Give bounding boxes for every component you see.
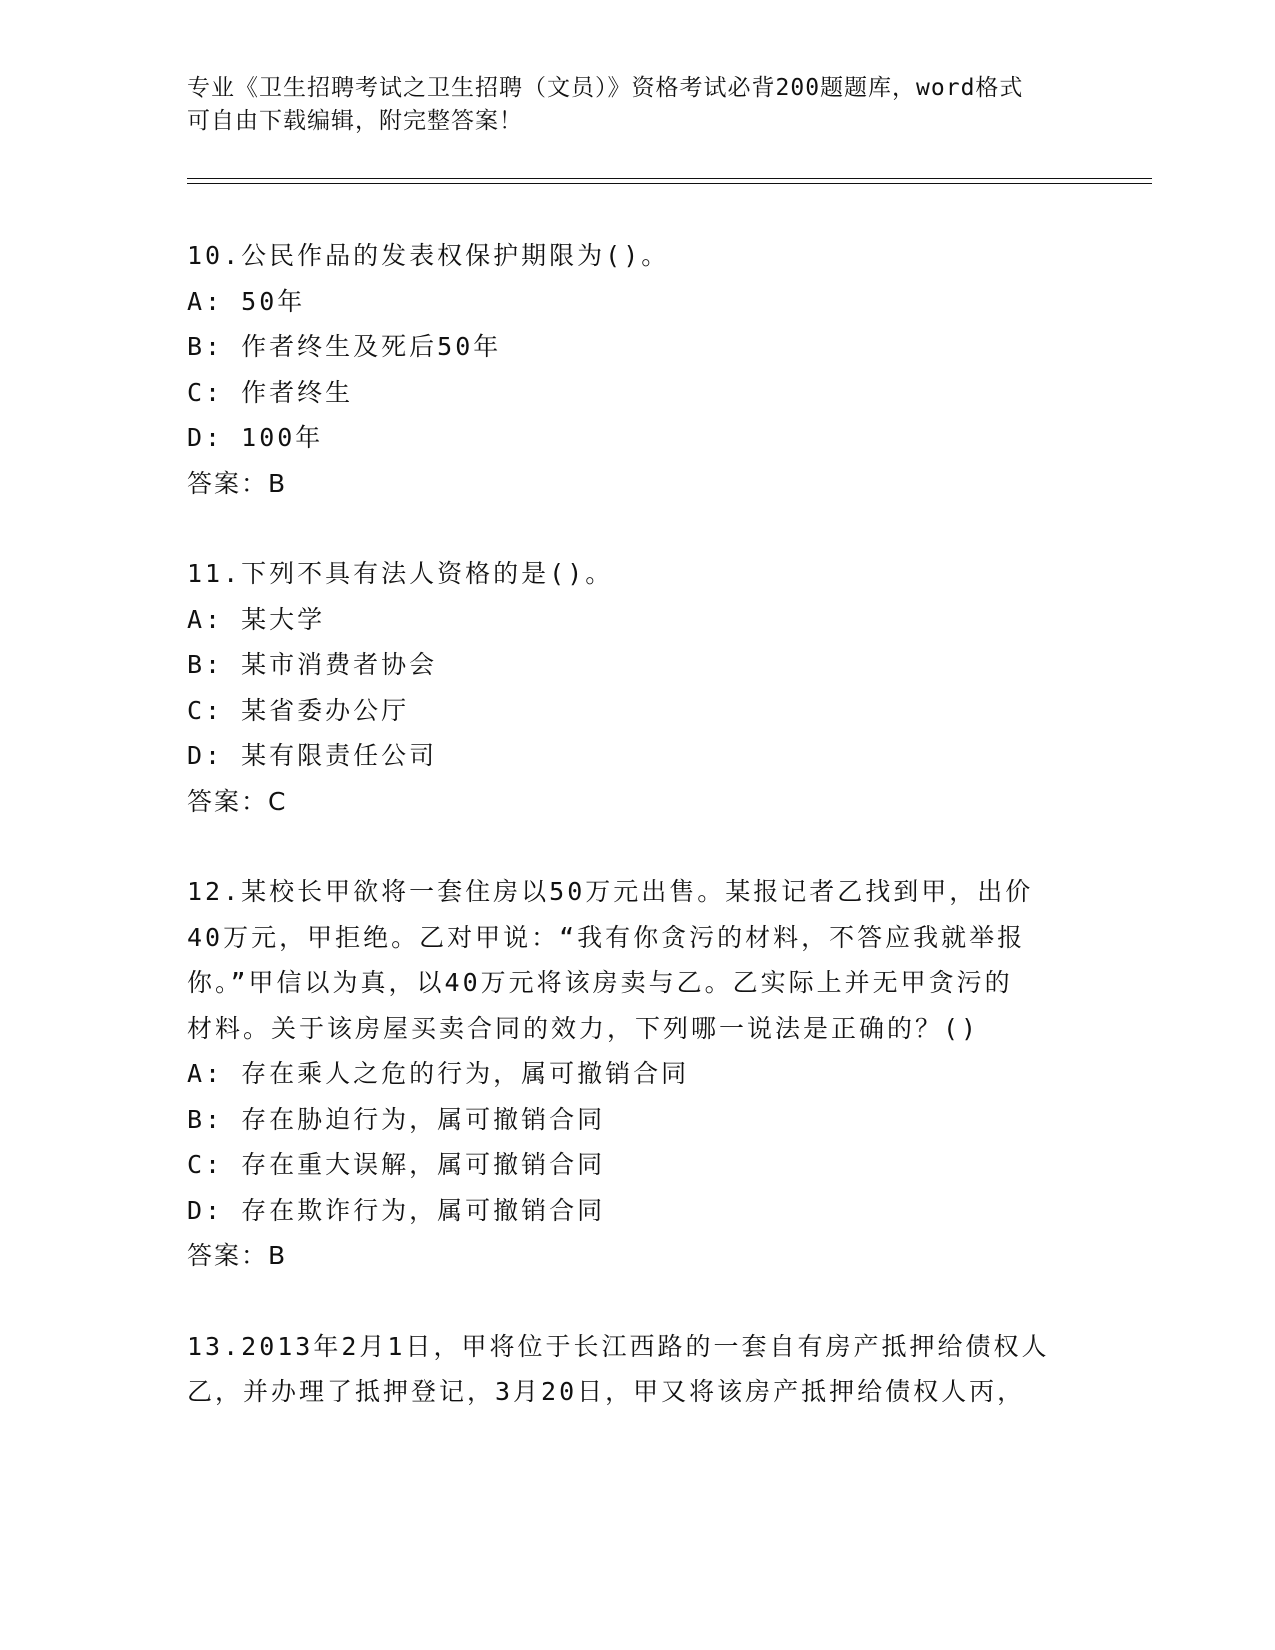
- answer-option: A: 某大学: [187, 604, 326, 634]
- question-stem-line: 40万元，甲拒绝。乙对甲说：“我有你贪污的材料，不答应我就举报: [187, 922, 1026, 952]
- question-stem-line: 材料。关于该房屋买卖合同的效力，下列哪一说法是正确的？(): [187, 1013, 980, 1043]
- question-stem-line: 你。”甲信以为真，以40万元将该房卖与乙。乙实际上并无甲贪污的: [187, 968, 1013, 997]
- answer-option: C: 作者终生: [187, 377, 354, 407]
- header-line-2: 可自由下载编辑，附完整答案！: [187, 108, 523, 134]
- question-stem-line: 12.某校长甲欲将一套住房以50万元出售。某报记者乙找到甲，出价: [187, 877, 1034, 906]
- document-header: [187, 72, 1087, 138]
- answer-option: D: 某有限责任公司: [187, 741, 438, 770]
- header-line-1: 专业《卫生招聘考试之卫生招聘（文员）》资格考试必背200题题库，word格式: [187, 75, 1024, 101]
- answer-option: D: 100年: [187, 423, 324, 452]
- answer-option: C: 存在重大误解，属可撤销合同: [187, 1150, 606, 1179]
- question-stem-line: 乙，并办理了抵押登记，3月20日，甲又将该房产抵押给债权人丙，: [187, 1377, 1026, 1406]
- header-divider-bottom: [187, 183, 1152, 184]
- question-list: [187, 233, 1087, 1415]
- answer-key: 答案：B: [187, 468, 288, 498]
- answer-option: B: 某市消费者协会: [187, 650, 438, 679]
- question-stem-line: 10.公民作品的发表权保护期限为()。: [187, 241, 670, 270]
- answer-key: 答案：B: [187, 1241, 288, 1270]
- question-block: [187, 869, 1087, 1279]
- question-block: [187, 1324, 1087, 1415]
- answer-option: D: 存在欺诈行为，属可撤销合同: [187, 1195, 606, 1225]
- header-divider-top: [187, 178, 1152, 179]
- answer-option: A: 存在乘人之危的行为，属可撤销合同: [187, 1059, 690, 1088]
- question-stem-line: 13.2013年2月1日，甲将位于长江西路的一套自有房产抵押给债权人: [187, 1331, 1050, 1361]
- question-stem-line: 11.下列不具有法人资格的是()。: [187, 559, 614, 588]
- answer-option: B: 作者终生及死后50年: [187, 332, 502, 361]
- question-block: [187, 551, 1087, 824]
- answer-option: A: 50年: [187, 286, 306, 316]
- answer-option: C: 某省委办公厅: [187, 695, 410, 725]
- answer-option: B: 存在胁迫行为，属可撤销合同: [187, 1104, 606, 1134]
- answer-key: 答案：C: [187, 786, 288, 816]
- question-block: [187, 233, 1087, 506]
